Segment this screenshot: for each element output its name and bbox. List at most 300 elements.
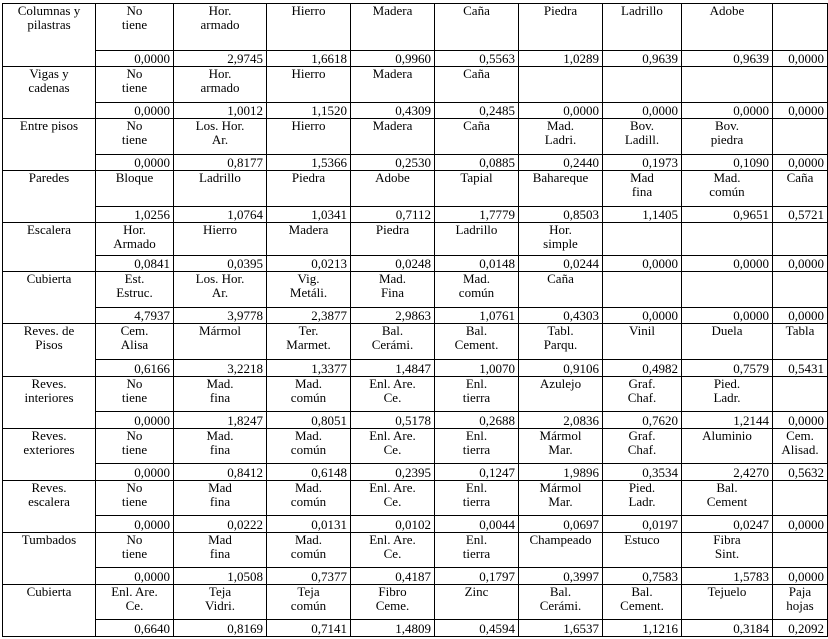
coefficient-value: 0,1090 xyxy=(682,155,773,171)
material-label: Vinil xyxy=(629,323,655,339)
coefficient-value: 0,2530 xyxy=(351,155,435,171)
material-label: Mad. fina xyxy=(206,427,234,457)
coefficient-value: 1,8247 xyxy=(174,412,267,428)
material-cell xyxy=(773,428,828,464)
material-cell xyxy=(682,324,773,360)
material-label: Mármol Mar. xyxy=(539,427,582,457)
material-label: No tiene xyxy=(121,118,148,148)
material-label: Mad. Ladri. xyxy=(544,118,577,148)
table-row-labels xyxy=(3,4,828,51)
coefficient-value: 1,0070 xyxy=(435,360,519,376)
material-cell xyxy=(351,428,435,464)
coefficient-value: 0,7583 xyxy=(603,568,682,584)
material-label: Caña xyxy=(463,118,490,134)
material-cell xyxy=(267,428,351,464)
table-row-values xyxy=(3,207,828,223)
material-label: Duela xyxy=(711,323,743,339)
material-cell xyxy=(435,4,519,51)
material-label: Bal. Cement xyxy=(706,479,748,509)
material-label: Hor. simple xyxy=(543,222,578,252)
material-label: Adobe xyxy=(375,170,410,186)
coefficient-value: 0,8051 xyxy=(267,412,351,428)
coefficient-value: 1,0764 xyxy=(174,207,267,223)
material-cell xyxy=(174,223,267,256)
material-cell xyxy=(603,324,682,360)
material-cell xyxy=(267,480,351,516)
coefficient-value: 0,6640 xyxy=(96,620,174,637)
material-cell xyxy=(603,67,682,103)
material-label: Enl. tierra xyxy=(462,479,491,509)
material-label: Pied. Ladr. xyxy=(713,375,741,405)
coefficient-value: 0,4982 xyxy=(603,360,682,376)
table-row-labels xyxy=(3,480,828,516)
coefficient-value: 0,0148 xyxy=(435,256,519,272)
material-cell xyxy=(351,376,435,412)
coefficient-value: 2,4270 xyxy=(682,464,773,480)
material-label: Vig. Metáli. xyxy=(289,271,328,301)
coefficient-value: 0,9639 xyxy=(682,50,773,66)
material-cell xyxy=(435,171,519,207)
material-cell xyxy=(351,119,435,155)
material-cell xyxy=(682,171,773,207)
material-cell xyxy=(773,584,828,620)
category-label: Columnas y pilastras xyxy=(17,3,81,32)
table-row-values xyxy=(3,103,828,119)
coefficient-value: 0,8412 xyxy=(174,464,267,480)
material-label: Bov. Ladill. xyxy=(624,118,660,148)
material-label: Ladrillo xyxy=(199,170,241,186)
coefficient-value: 0,2395 xyxy=(351,464,435,480)
material-label: Madera xyxy=(372,118,413,134)
coefficient-value: 0,0197 xyxy=(603,516,682,532)
material-cell xyxy=(435,67,519,103)
table-body xyxy=(3,4,828,637)
material-cell xyxy=(773,171,828,207)
category-cell xyxy=(3,324,96,376)
material-cell xyxy=(96,376,174,412)
material-label: Caña xyxy=(463,66,490,82)
material-cell xyxy=(174,584,267,620)
table-row-values xyxy=(3,620,828,637)
category-label: Reves. escalera xyxy=(28,479,70,509)
table-row-labels xyxy=(3,324,828,360)
material-cell xyxy=(267,67,351,103)
material-label: No tiene xyxy=(121,479,148,509)
coefficient-value: 0,0000 xyxy=(603,256,682,272)
material-cell xyxy=(682,223,773,256)
table-row-values xyxy=(3,412,828,428)
coefficient-value: 0,0697 xyxy=(519,516,603,532)
coefficient-value: 0,9106 xyxy=(519,360,603,376)
coefficient-value: 0,0000 xyxy=(96,568,174,584)
coefficient-value: 0,0131 xyxy=(267,516,351,532)
coefficient-value: 1,0508 xyxy=(174,568,267,584)
material-cell xyxy=(773,376,828,412)
material-cell xyxy=(174,324,267,360)
material-label: No tiene xyxy=(121,427,148,457)
material-label: Hierro xyxy=(291,118,326,134)
coefficient-value: 0,7579 xyxy=(682,360,773,376)
material-cell xyxy=(519,584,603,620)
material-cell xyxy=(519,324,603,360)
material-cell xyxy=(773,67,828,103)
coefficient-value: 0,3534 xyxy=(603,464,682,480)
material-cell xyxy=(603,171,682,207)
material-label: Fibra Sint. xyxy=(713,531,741,561)
material-label: Mad. común xyxy=(290,479,327,509)
coefficient-value: 0,1973 xyxy=(603,155,682,171)
material-label: Teja Vidri. xyxy=(205,583,235,613)
material-cell xyxy=(682,119,773,155)
material-cell xyxy=(435,376,519,412)
material-label: Hierro xyxy=(291,3,326,18)
material-label: Zinc xyxy=(464,583,489,599)
material-label: Hierro xyxy=(291,66,326,82)
material-label: Madera xyxy=(288,222,329,238)
material-cell xyxy=(682,428,773,464)
coefficient-value: 0,0000 xyxy=(773,50,828,66)
coefficient-value: 0,0000 xyxy=(773,155,828,171)
material-cell xyxy=(519,171,603,207)
coefficient-value: 0,4303 xyxy=(519,308,603,324)
coefficient-value: 1,9896 xyxy=(519,464,603,480)
coefficient-value: 1,4809 xyxy=(351,620,435,637)
material-label: Ter. Marmet. xyxy=(286,323,331,353)
category-cell xyxy=(3,376,96,428)
table-row-values xyxy=(3,155,828,171)
material-cell xyxy=(267,324,351,360)
category-cell xyxy=(3,67,96,119)
material-label: Enl. tierra xyxy=(462,427,491,457)
coefficient-value: 1,6537 xyxy=(519,620,603,637)
material-label: Enl. Are. Ce. xyxy=(369,375,416,405)
material-cell xyxy=(174,532,267,568)
material-cell xyxy=(96,4,174,51)
category-cell xyxy=(3,4,96,67)
material-label: Los. Hor. Ar. xyxy=(195,271,245,301)
material-label: Caña xyxy=(547,271,574,287)
coefficient-value: 1,5366 xyxy=(267,155,351,171)
coefficient-value: 0,4594 xyxy=(435,620,519,637)
coefficient-value: 0,7141 xyxy=(267,620,351,637)
material-label: Madera xyxy=(372,3,413,18)
coefficient-value: 0,7112 xyxy=(351,207,435,223)
material-cell xyxy=(267,584,351,620)
coefficient-value: 0,0244 xyxy=(519,256,603,272)
material-label: Mad. común xyxy=(290,427,327,457)
material-cell xyxy=(435,532,519,568)
material-cell xyxy=(435,584,519,620)
coefficient-value: 0,5178 xyxy=(351,412,435,428)
material-label: Aluminio xyxy=(702,427,752,443)
material-cell xyxy=(435,324,519,360)
coefficient-value: 1,2144 xyxy=(682,412,773,428)
coefficient-value: 0,0000 xyxy=(96,155,174,171)
material-cell xyxy=(603,480,682,516)
coefficient-value: 1,5783 xyxy=(682,568,773,584)
coefficient-value: 0,0000 xyxy=(773,103,828,119)
coefficient-value: 0,2485 xyxy=(435,103,519,119)
material-label: Piedra xyxy=(543,3,578,18)
material-label: Caña xyxy=(463,3,490,18)
category-label: Escalera xyxy=(26,222,72,238)
category-label: Cubierta xyxy=(26,583,72,599)
material-cell xyxy=(96,119,174,155)
coefficient-value: 0,2440 xyxy=(519,155,603,171)
coefficient-value: 0,9639 xyxy=(603,50,682,66)
material-cell xyxy=(351,171,435,207)
material-label: Mad. común xyxy=(709,170,745,200)
table-row-labels xyxy=(3,171,828,207)
coefficient-value: 0,1797 xyxy=(435,568,519,584)
material-cell xyxy=(603,584,682,620)
category-cell xyxy=(3,223,96,272)
coefficient-value: 0,5632 xyxy=(773,464,828,480)
material-cell xyxy=(773,119,828,155)
category-cell xyxy=(3,428,96,480)
coefficient-value: 0,0395 xyxy=(174,256,267,272)
material-label: Mad. común xyxy=(290,531,327,561)
material-cell xyxy=(603,532,682,568)
table-row-labels xyxy=(3,272,828,308)
material-label: Enl. Are. Ce. xyxy=(369,479,416,509)
material-cell xyxy=(682,480,773,516)
category-label: Vigas y cadenas xyxy=(28,66,70,96)
coefficient-value: 0,2092 xyxy=(773,620,828,637)
table-row-labels xyxy=(3,376,828,412)
material-label: Mad. común xyxy=(458,271,495,301)
coefficient-value: 0,0000 xyxy=(773,516,828,532)
material-cell xyxy=(267,4,351,51)
material-cell xyxy=(519,67,603,103)
material-label: Mármol Mar. xyxy=(539,479,582,509)
material-label: Enl. tierra xyxy=(462,531,491,561)
material-cell xyxy=(682,4,773,51)
coefficient-value: 0,0885 xyxy=(435,155,519,171)
coefficient-value: 1,0012 xyxy=(174,103,267,119)
material-cell xyxy=(267,532,351,568)
coefficient-value: 0,0000 xyxy=(603,103,682,119)
coefficient-value: 0,9960 xyxy=(351,50,435,66)
construction-materials-table xyxy=(2,3,828,637)
material-cell xyxy=(351,324,435,360)
coefficient-value: 1,0289 xyxy=(519,50,603,66)
table-row-labels xyxy=(3,584,828,620)
category-cell xyxy=(3,532,96,584)
material-label: Estuco xyxy=(624,531,660,547)
category-cell xyxy=(3,480,96,532)
material-label: Tejuelo xyxy=(707,583,747,599)
material-cell xyxy=(96,223,174,256)
coefficient-value: 0,5563 xyxy=(435,50,519,66)
coefficient-value: 0,0248 xyxy=(351,256,435,272)
table-row-values xyxy=(3,256,828,272)
category-cell xyxy=(3,584,96,636)
material-cell xyxy=(603,272,682,308)
material-cell xyxy=(682,376,773,412)
material-cell xyxy=(351,67,435,103)
coefficient-value: 0,0000 xyxy=(96,516,174,532)
coefficient-value: 0,8177 xyxy=(174,155,267,171)
coefficient-value: 0,0102 xyxy=(351,516,435,532)
coefficient-value: 0,0213 xyxy=(267,256,351,272)
coefficient-value: 0,0000 xyxy=(603,308,682,324)
coefficient-value: 3,9778 xyxy=(174,308,267,324)
material-label: Fibro Ceme. xyxy=(375,583,410,613)
material-cell xyxy=(435,119,519,155)
material-cell xyxy=(351,223,435,256)
material-cell xyxy=(773,532,828,568)
material-cell xyxy=(773,272,828,308)
material-cell xyxy=(96,272,174,308)
coefficient-value: 0,4187 xyxy=(351,568,435,584)
coefficient-value: 0,0000 xyxy=(96,412,174,428)
material-cell xyxy=(773,324,828,360)
material-label: Pied. Ladr. xyxy=(628,479,656,509)
material-cell xyxy=(682,67,773,103)
material-label: No tiene xyxy=(121,3,148,32)
material-cell xyxy=(519,428,603,464)
material-cell xyxy=(96,532,174,568)
coefficient-value: 2,0836 xyxy=(519,412,603,428)
coefficient-value: 4,7937 xyxy=(96,308,174,324)
material-cell xyxy=(351,480,435,516)
coefficient-value: 0,8503 xyxy=(519,207,603,223)
material-label: Bal. Cement. xyxy=(454,323,499,353)
material-label: Bov. piedra xyxy=(710,118,744,148)
material-cell xyxy=(519,532,603,568)
material-label: Hierro xyxy=(203,222,237,238)
material-label: Bal. Cerámi. xyxy=(539,583,582,613)
table-row-values xyxy=(3,50,828,66)
table-row-values xyxy=(3,568,828,584)
category-cell xyxy=(3,272,96,324)
coefficient-value: 0,0000 xyxy=(773,256,828,272)
table-row-labels xyxy=(3,428,828,464)
material-cell xyxy=(174,171,267,207)
material-cell xyxy=(267,223,351,256)
material-cell xyxy=(435,428,519,464)
coefficient-value: 1,0341 xyxy=(267,207,351,223)
coefficient-value: 0,3997 xyxy=(519,568,603,584)
material-cell xyxy=(682,272,773,308)
table-row-values xyxy=(3,516,828,532)
material-label: Graf. Chaf. xyxy=(627,375,657,405)
coefficient-value: 2,9863 xyxy=(351,308,435,324)
material-label: Hor. armado xyxy=(200,3,240,32)
coefficient-value: 0,0000 xyxy=(96,464,174,480)
material-label: Mad. Fina xyxy=(378,271,407,301)
material-cell xyxy=(603,119,682,155)
coefficient-value: 0,5431 xyxy=(773,360,828,376)
material-cell xyxy=(682,584,773,620)
material-cell xyxy=(519,376,603,412)
material-cell xyxy=(519,272,603,308)
coefficient-value: 0,0247 xyxy=(682,516,773,532)
material-cell xyxy=(174,428,267,464)
material-label: Champeado xyxy=(529,531,592,547)
material-label: Teja común xyxy=(290,583,327,613)
coefficient-value: 0,0000 xyxy=(96,50,174,66)
coefficient-value: 0,0000 xyxy=(682,308,773,324)
material-cell xyxy=(351,272,435,308)
coefficient-value: 0,6148 xyxy=(267,464,351,480)
material-cell xyxy=(773,4,828,51)
coefficient-value: 0,3184 xyxy=(682,620,773,637)
material-label: Ladrillo xyxy=(455,222,498,238)
material-label: Bloque xyxy=(115,170,154,186)
category-label: Tumbados xyxy=(21,531,77,547)
material-label: Piedra xyxy=(375,222,410,238)
material-label: Enl. Are. Ce. xyxy=(369,531,416,561)
table-row-values xyxy=(3,464,828,480)
material-label: Madera xyxy=(372,66,413,82)
material-label: Enl. tierra xyxy=(462,375,491,405)
material-label: Mármol xyxy=(199,323,241,339)
coefficient-value: 0,0000 xyxy=(682,103,773,119)
material-label: Mad fina xyxy=(208,531,232,561)
material-cell xyxy=(174,4,267,51)
material-cell xyxy=(267,171,351,207)
coefficient-value: 0,0044 xyxy=(435,516,519,532)
material-cell xyxy=(96,324,174,360)
category-label: Paredes xyxy=(28,170,70,186)
category-cell xyxy=(3,171,96,223)
coefficient-value: 1,4847 xyxy=(351,360,435,376)
material-label: Hor. Armado xyxy=(113,222,156,252)
material-label: Mad. fina xyxy=(206,375,234,405)
material-label: Ladrillo xyxy=(621,3,663,18)
coefficient-value: 1,0256 xyxy=(96,207,174,223)
coefficient-value: 0,0841 xyxy=(96,256,174,272)
material-label: Bal. Cement. xyxy=(620,583,664,613)
material-cell xyxy=(351,4,435,51)
category-label: Reves. de Pisos xyxy=(23,323,75,353)
material-cell xyxy=(435,223,519,256)
material-cell xyxy=(603,376,682,412)
table-row-labels xyxy=(3,119,828,155)
material-label: Adobe xyxy=(709,3,745,18)
coefficient-value: 0,0000 xyxy=(682,256,773,272)
material-cell xyxy=(96,428,174,464)
coefficient-value: 0,5721 xyxy=(773,207,828,223)
material-cell xyxy=(603,223,682,256)
material-label: Est. Estruc. xyxy=(116,271,153,301)
material-cell xyxy=(174,376,267,412)
material-label: Cem. Alisad. xyxy=(781,427,819,457)
material-cell xyxy=(267,119,351,155)
material-cell xyxy=(96,584,174,620)
material-label: Los. Hor. Ar. xyxy=(195,118,245,148)
material-label: Azulejo xyxy=(539,375,582,391)
material-cell xyxy=(174,480,267,516)
coefficient-value: 0,8169 xyxy=(174,620,267,637)
coefficient-value: 0,4309 xyxy=(351,103,435,119)
material-label: Bahareque xyxy=(532,170,589,186)
material-cell xyxy=(773,480,828,516)
category-cell xyxy=(3,119,96,171)
material-cell xyxy=(96,67,174,103)
material-cell xyxy=(267,376,351,412)
material-label: Tabl. Parqu. xyxy=(543,323,578,353)
material-cell xyxy=(96,480,174,516)
material-label: Mad fina xyxy=(208,479,232,509)
table-row-labels xyxy=(3,223,828,256)
coefficient-value: 2,3877 xyxy=(267,308,351,324)
material-label: Piedra xyxy=(291,170,326,186)
material-label: Tapial xyxy=(460,170,493,186)
coefficient-value: 1,1216 xyxy=(603,620,682,637)
